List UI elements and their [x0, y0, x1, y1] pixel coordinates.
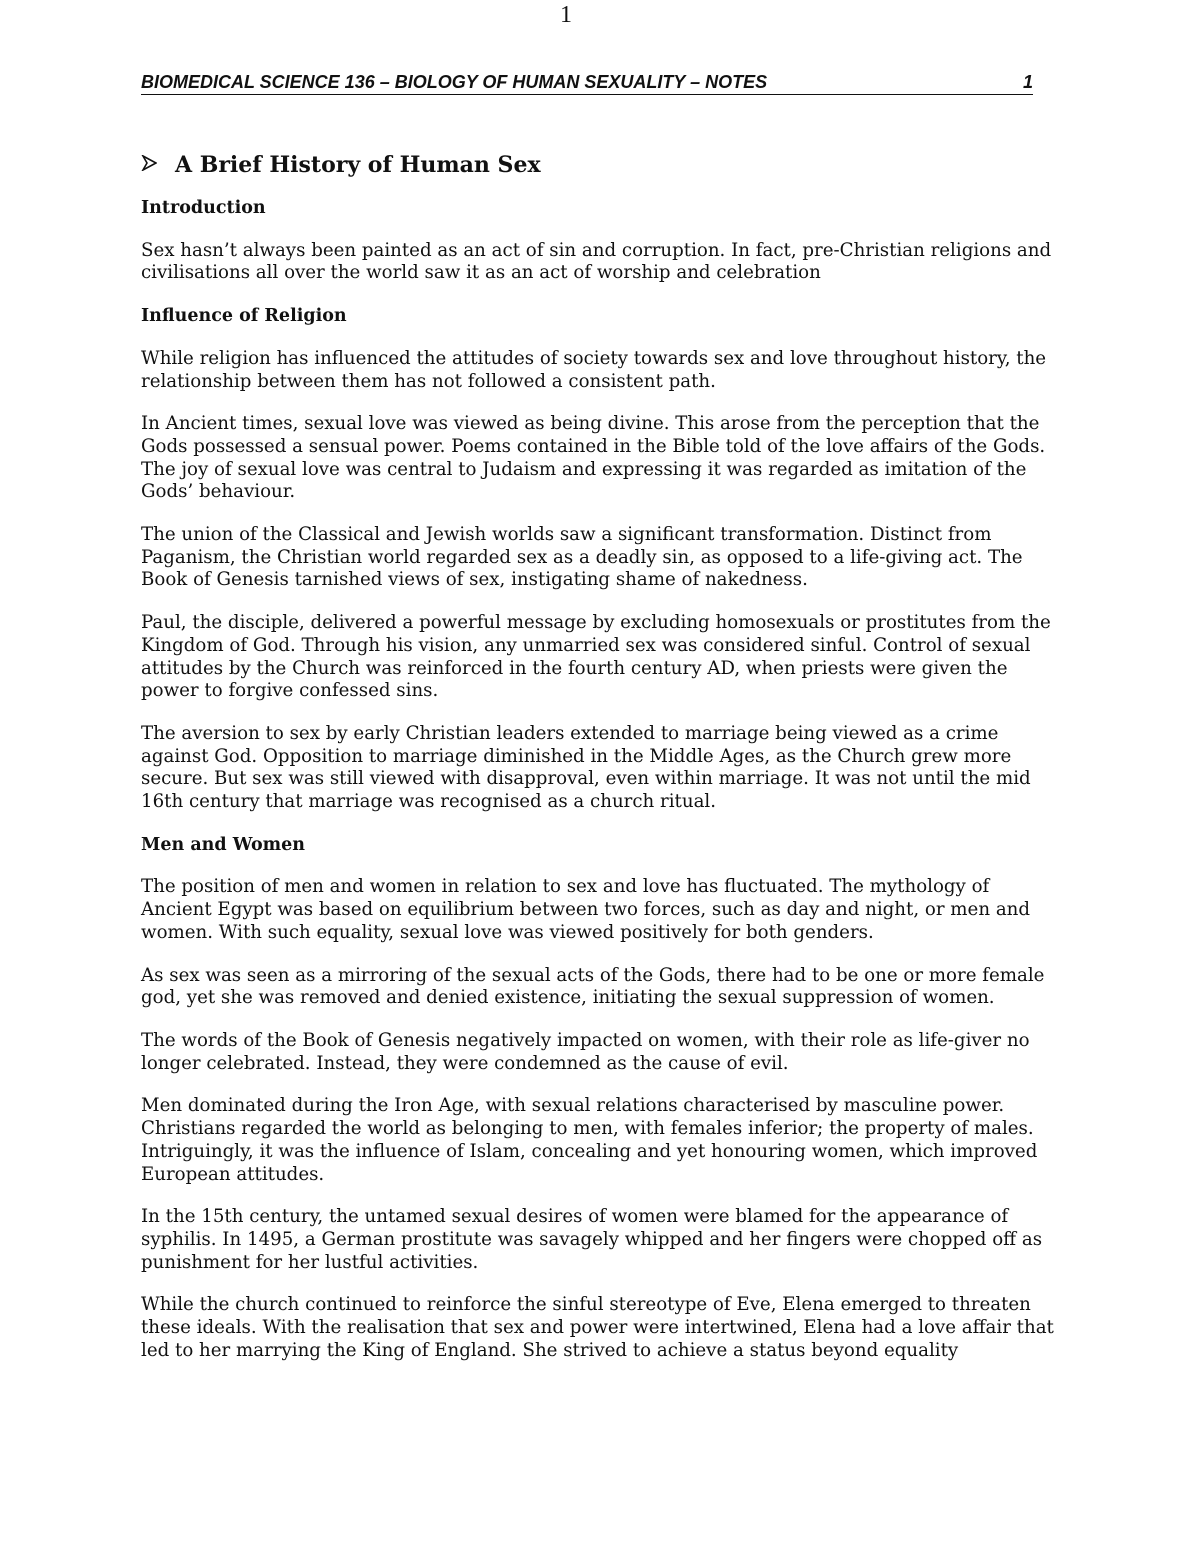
paragraph: While religion has influenced the attitudes of society towards sex and love throughout history, the relationship between them has not followed a consistent path.	[141, 347, 1047, 392]
section-heading-men-and-women: Men and Women	[141, 834, 305, 855]
document-title-text: A Brief History of Human Sex	[175, 152, 541, 178]
running-header-title: BIOMEDICAL SCIENCE 136 – BIOLOGY OF HUMAN SEXUALITY – NOTES	[141, 72, 768, 92]
paragraph: The aversion to sex by early Christian leaders extended to marriage being viewed as a crime against God. Opposition to marriage diminished in the Middle Ages, as the Church grew more secure. But sex was still viewed with disapproval, even within marriage. It was not until the mid 16th century that marriage was recognised as a church ritual.	[141, 722, 1031, 813]
paragraph: Paul, the disciple, delivered a powerful message by excluding homosexuals or prostitutes from the Kingdom of God. Through his vision, any unmarried sex was considered sinful. Control of sexual attitudes by the Church was reinforced in the fourth century AD, when priests were given the power to forgive confessed sins.	[141, 612, 1051, 702]
paragraph: The union of the Classical and Jewish worlds saw a significant transformation. Distinct from Paganism, the Christian world regarded sex as a deadly sin, as opposed to a life-giving act. The Book of Genesis tarnished views of sex, instigating shame of nakedness.	[141, 524, 1023, 591]
paragraph: While the church continued to reinforce the sinful stereotype of Eve, Elena emerged to threaten these ideals. With the realisation that sex and power were intertwined, Elena had a love affair that led to her marrying the King of England. She strived to achieve a status beyond equality	[141, 1294, 1054, 1361]
page-number-top: 1	[560, 2, 572, 28]
paragraph: Men dominated during the Iron Age, with sexual relations characterised by masculine power. Christians regarded the world as belonging to men, with females inferior; the property of males. Intriguingly, it was the influence of Islam, concealing and yet honouring women, which improved European attitudes.	[141, 1095, 1038, 1185]
section-heading-influence-of-religion: Influence of Religion	[141, 306, 347, 327]
paragraph: In the 15th century, the untamed sexual desires of women were blamed for the appearance of syphilis. In 1495, a German prostitute was savagely whipped and her fingers were chopped off as punishment for her lustful activities.	[141, 1206, 1043, 1273]
document-body	[141, 197, 1063, 1382]
paragraph: As sex was seen as a mirroring of the sexual acts of the Gods, there had to be one or more female god, yet she was removed and denied existence, initiating the sexual suppression of women.	[141, 964, 1045, 1009]
document-title	[141, 151, 541, 179]
arrowhead-bullet-icon	[141, 151, 161, 179]
paragraph: The position of men and women in relation to sex and love has fluctuated. The mythology of Ancient Egypt was based on equilibrium between two forces, such as day and night, or men and women. With such equality, sexual love was viewed positively for both genders.	[141, 876, 1031, 943]
running-header-page-number: 1	[1022, 72, 1033, 92]
paragraph: The words of the Book of Genesis negatively impacted on women, with their role as life-giver no longer celebrated. Instead, they were condemned as the cause of evil.	[141, 1029, 1030, 1074]
running-header	[141, 70, 1033, 95]
section-heading-introduction: Introduction	[141, 198, 266, 218]
paragraph: Sex hasn’t always been painted as an act of sin and corruption. In fact, pre-Christian religions and civilisations all over the world saw it as an act of worship and celebration	[141, 239, 1052, 284]
paragraph: In Ancient times, sexual love was viewed as being divine. This arose from the perception that the Gods possessed a sensual power. Poems contained in the Bible told of the love affairs of the Gods. The joy of sexual love was central to Judaism and expressing it was regarded as imitation of the Gods’ behaviour.	[141, 413, 1046, 503]
